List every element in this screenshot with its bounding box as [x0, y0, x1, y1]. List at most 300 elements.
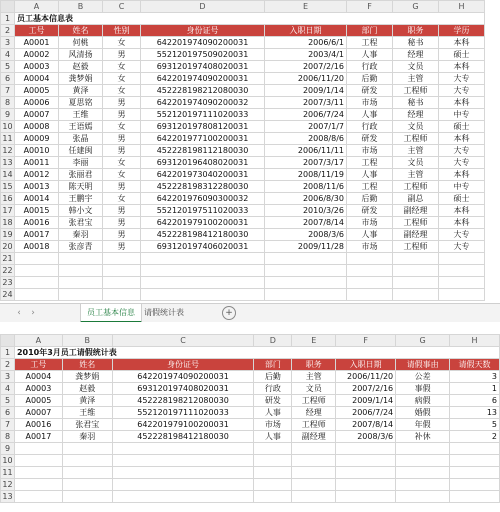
table-cell[interactable]: 452228198312280030: [141, 181, 265, 193]
empty-cell[interactable]: [347, 253, 393, 265]
table-cell[interactable]: 2009/11/28: [265, 241, 347, 253]
row-number[interactable]: 1: [1, 347, 15, 359]
table-cell[interactable]: 693120197408020031: [112, 383, 254, 395]
table-cell[interactable]: 女: [103, 73, 141, 85]
table-cell[interactable]: 工程师: [393, 133, 439, 145]
row-number[interactable]: 8: [1, 431, 15, 443]
table-cell[interactable]: 693120197408020031: [141, 61, 265, 73]
table-cell[interactable]: 女: [103, 85, 141, 97]
table-cell[interactable]: 龚梦娟: [59, 73, 103, 85]
table-cell[interactable]: 龚梦娟: [62, 371, 112, 383]
table-cell[interactable]: A0015: [15, 205, 59, 217]
row-number[interactable]: 20: [2, 242, 13, 251]
row-number[interactable]: 3: [1, 371, 15, 383]
table-cell[interactable]: 552120197111020033: [112, 407, 254, 419]
table-cell[interactable]: 文员: [393, 157, 439, 169]
table-cell[interactable]: 大专: [439, 157, 485, 169]
table-cell[interactable]: 2006/11/11: [265, 145, 347, 157]
table-cell[interactable]: 2007/1/7: [265, 121, 347, 133]
table-cell[interactable]: 经理: [393, 49, 439, 61]
empty-cell[interactable]: [15, 253, 59, 265]
table-header-cell[interactable]: 姓名: [59, 25, 103, 37]
table-cell[interactable]: 642201976090300032: [141, 193, 265, 205]
table-cell[interactable]: 秘书: [393, 37, 439, 49]
table-cell[interactable]: 2008/11/6: [265, 181, 347, 193]
empty-cell[interactable]: [254, 455, 292, 467]
table-cell[interactable]: A0016: [15, 217, 59, 229]
empty-cell[interactable]: [14, 455, 62, 467]
row-number[interactable]: 18: [2, 218, 13, 227]
table-cell[interactable]: 2010/3/26: [265, 205, 347, 217]
table-cell[interactable]: 文员: [393, 61, 439, 73]
sheet-title[interactable]: 2010年3月员工请假统计表: [14, 347, 499, 359]
table-cell[interactable]: 2006/11/20: [265, 73, 347, 85]
table-cell[interactable]: 文员: [292, 383, 336, 395]
table-cell[interactable]: 经理: [292, 407, 336, 419]
table-header-cell[interactable]: 部门: [347, 25, 393, 37]
row-number[interactable]: 7: [1, 419, 15, 431]
row-number[interactable]: 16: [2, 194, 13, 203]
table-cell[interactable]: 642201974090200031: [112, 371, 254, 383]
table-cell[interactable]: 男: [103, 217, 141, 229]
column-header[interactable]: B: [62, 335, 112, 347]
row-number[interactable]: 14: [2, 170, 13, 179]
table-cell[interactable]: A0004: [15, 73, 59, 85]
table-cell[interactable]: 452228198112180030: [141, 145, 265, 157]
row-number[interactable]: 7: [1, 85, 15, 97]
table-cell[interactable]: 2006/7/24: [265, 109, 347, 121]
table-cell[interactable]: 女: [103, 61, 141, 73]
empty-cell[interactable]: [62, 491, 112, 503]
empty-cell[interactable]: [336, 455, 396, 467]
table-cell[interactable]: A0014: [15, 193, 59, 205]
table-cell[interactable]: 女: [103, 157, 141, 169]
table-cell[interactable]: 风清扬: [59, 49, 103, 61]
row-number[interactable]: 9: [1, 443, 15, 455]
empty-cell[interactable]: [336, 443, 396, 455]
table-header-cell[interactable]: 工号: [14, 359, 62, 371]
table-cell[interactable]: A0017: [15, 229, 59, 241]
select-all-corner[interactable]: [1, 1, 15, 13]
table-cell[interactable]: A0004: [14, 371, 62, 383]
table-cell[interactable]: 中专: [439, 181, 485, 193]
table-cell[interactable]: 秦羽: [59, 229, 103, 241]
table-header-cell[interactable]: 入职日期: [265, 25, 347, 37]
empty-cell[interactable]: [393, 289, 439, 301]
table-header-cell[interactable]: 性别: [103, 25, 141, 37]
table-cell[interactable]: 王维: [62, 407, 112, 419]
table-cell[interactable]: 女: [103, 169, 141, 181]
row-number[interactable]: 13: [2, 158, 13, 167]
table-cell[interactable]: 2009/1/14: [336, 395, 396, 407]
empty-cell[interactable]: [450, 491, 500, 503]
empty-cell[interactable]: [265, 253, 347, 265]
column-header[interactable]: C: [112, 335, 254, 347]
table-cell[interactable]: 研发: [347, 133, 393, 145]
row-number[interactable]: 10: [2, 122, 13, 131]
table-cell[interactable]: 本科: [439, 169, 485, 181]
leave-stats-sheet[interactable]: [0, 334, 500, 512]
empty-cell[interactable]: [15, 265, 59, 277]
table-cell[interactable]: 大专: [439, 241, 485, 253]
column-header[interactable]: A: [14, 335, 62, 347]
table-cell[interactable]: 补休: [396, 431, 450, 443]
empty-cell[interactable]: [450, 479, 500, 491]
table-cell[interactable]: 副总: [393, 193, 439, 205]
table-cell[interactable]: A0010: [15, 145, 59, 157]
empty-cell[interactable]: [14, 467, 62, 479]
row-number[interactable]: 6: [1, 407, 15, 419]
table-cell[interactable]: A0007: [14, 407, 62, 419]
empty-cell[interactable]: [254, 467, 292, 479]
table-cell[interactable]: 市场: [347, 97, 393, 109]
row-number[interactable]: 24: [2, 290, 13, 299]
empty-cell[interactable]: [112, 491, 254, 503]
table-cell[interactable]: 13: [450, 407, 500, 419]
row-number[interactable]: 3: [1, 37, 15, 49]
row-number[interactable]: 9: [1, 109, 15, 121]
empty-cell[interactable]: [265, 289, 347, 301]
empty-cell[interactable]: [103, 253, 141, 265]
table-cell[interactable]: 韩小文: [59, 205, 103, 217]
table-cell[interactable]: 男: [103, 49, 141, 61]
table-cell[interactable]: A0017: [14, 431, 62, 443]
empty-cell[interactable]: [59, 289, 103, 301]
column-header[interactable]: E: [265, 1, 347, 13]
table-cell[interactable]: 2007/8/14: [265, 217, 347, 229]
table-cell[interactable]: 452228198412180030: [141, 229, 265, 241]
table-cell[interactable]: 经理: [393, 109, 439, 121]
empty-cell[interactable]: [439, 289, 485, 301]
table-cell[interactable]: 2008/11/19: [265, 169, 347, 181]
table-cell[interactable]: 女: [103, 193, 141, 205]
table-cell[interactable]: 张君宝: [59, 217, 103, 229]
empty-cell[interactable]: [439, 253, 485, 265]
table-header-cell[interactable]: 部门: [254, 359, 292, 371]
empty-cell[interactable]: [292, 491, 336, 503]
table-cell[interactable]: 病假: [396, 395, 450, 407]
table-cell[interactable]: 人事: [347, 109, 393, 121]
empty-cell[interactable]: [59, 265, 103, 277]
table-cell[interactable]: 副经理: [393, 205, 439, 217]
table-cell[interactable]: 693120197406020031: [141, 241, 265, 253]
empty-cell[interactable]: [439, 265, 485, 277]
empty-cell[interactable]: [393, 265, 439, 277]
table-cell[interactable]: 男: [103, 133, 141, 145]
table-cell[interactable]: 行政: [254, 383, 292, 395]
table-cell[interactable]: 后勤: [347, 73, 393, 85]
table-cell[interactable]: 主管: [393, 145, 439, 157]
table-cell[interactable]: 主管: [393, 169, 439, 181]
table-cell[interactable]: 秦羽: [62, 431, 112, 443]
table-cell[interactable]: 本科: [439, 97, 485, 109]
row-number[interactable]: 15: [2, 182, 13, 191]
table-cell[interactable]: 市场: [347, 217, 393, 229]
empty-cell[interactable]: [141, 289, 265, 301]
table-cell[interactable]: 工程师: [292, 419, 336, 431]
table-header-cell[interactable]: 学历: [439, 25, 485, 37]
table-header-cell[interactable]: 姓名: [62, 359, 112, 371]
empty-cell[interactable]: [14, 479, 62, 491]
table-cell[interactable]: 行政: [347, 121, 393, 133]
table-cell[interactable]: A0002: [15, 49, 59, 61]
row-number[interactable]: 12: [2, 480, 13, 489]
tab-next-arrow-icon[interactable]: ›: [31, 308, 35, 318]
column-header[interactable]: E: [292, 335, 336, 347]
empty-cell[interactable]: [59, 253, 103, 265]
table-cell[interactable]: 552120197509020031: [141, 49, 265, 61]
table-cell[interactable]: 6: [450, 395, 500, 407]
table-cell[interactable]: 2009/1/14: [265, 85, 347, 97]
table-cell[interactable]: 642201974090200031: [141, 73, 265, 85]
table-cell[interactable]: 张彦青: [59, 241, 103, 253]
empty-cell[interactable]: [62, 443, 112, 455]
table-cell[interactable]: 张君宝: [62, 419, 112, 431]
empty-cell[interactable]: [292, 443, 336, 455]
table-cell[interactable]: 2006/8/30: [265, 193, 347, 205]
column-header[interactable]: A: [15, 1, 59, 13]
empty-cell[interactable]: [292, 467, 336, 479]
table-cell[interactable]: A0011: [15, 157, 59, 169]
empty-cell[interactable]: [103, 289, 141, 301]
table-cell[interactable]: 男: [103, 145, 141, 157]
row-number[interactable]: 2: [1, 359, 15, 371]
column-header[interactable]: G: [396, 335, 450, 347]
column-header[interactable]: C: [103, 1, 141, 13]
table-cell[interactable]: 夏思铭: [59, 97, 103, 109]
table-cell[interactable]: 工程师: [393, 241, 439, 253]
empty-cell[interactable]: [393, 253, 439, 265]
empty-cell[interactable]: [347, 277, 393, 289]
table-cell[interactable]: 642201979100200031: [112, 419, 254, 431]
table-cell[interactable]: 工程师: [393, 217, 439, 229]
table-cell[interactable]: 本科: [439, 205, 485, 217]
empty-cell[interactable]: [14, 443, 62, 455]
table-cell[interactable]: 女: [103, 37, 141, 49]
table-cell[interactable]: A0005: [14, 395, 62, 407]
empty-cell[interactable]: [396, 491, 450, 503]
table-cell[interactable]: 工程师: [292, 395, 336, 407]
column-header[interactable]: F: [336, 335, 396, 347]
table-cell[interactable]: A0001: [15, 37, 59, 49]
table-cell[interactable]: 男: [103, 229, 141, 241]
table-cell[interactable]: 人事: [347, 169, 393, 181]
table-cell[interactable]: 642201974090200032: [141, 97, 265, 109]
row-number[interactable]: 11: [2, 134, 13, 143]
empty-cell[interactable]: [254, 491, 292, 503]
table-header-cell[interactable]: 入职日期: [336, 359, 396, 371]
table-cell[interactable]: 人事: [347, 49, 393, 61]
table-cell[interactable]: 本科: [439, 61, 485, 73]
table-cell[interactable]: 大专: [439, 85, 485, 97]
table-cell[interactable]: 赵毅: [62, 383, 112, 395]
table-cell[interactable]: 黄泽: [59, 85, 103, 97]
empty-cell[interactable]: [450, 455, 500, 467]
empty-cell[interactable]: [396, 443, 450, 455]
table-cell[interactable]: 642201973040200031: [141, 169, 265, 181]
row-number[interactable]: 11: [2, 468, 13, 477]
table-cell[interactable]: 硕士: [439, 193, 485, 205]
table-cell[interactable]: 2007/8/14: [336, 419, 396, 431]
table-cell[interactable]: 张丽君: [59, 169, 103, 181]
table-cell[interactable]: 大专: [439, 145, 485, 157]
table-cell[interactable]: 市场: [347, 241, 393, 253]
empty-cell[interactable]: [292, 479, 336, 491]
row-number[interactable]: 17: [2, 206, 13, 215]
table-cell[interactable]: 本科: [439, 37, 485, 49]
tab-prev-arrow-icon[interactable]: ‹: [17, 308, 21, 318]
empty-cell[interactable]: [254, 443, 292, 455]
table-cell[interactable]: 工程师: [393, 181, 439, 193]
table-cell[interactable]: 男: [103, 97, 141, 109]
row-number[interactable]: 10: [2, 456, 13, 465]
empty-cell[interactable]: [265, 265, 347, 277]
table-cell[interactable]: A0018: [15, 241, 59, 253]
empty-cell[interactable]: [396, 479, 450, 491]
table-cell[interactable]: A0007: [15, 109, 59, 121]
empty-cell[interactable]: [62, 479, 112, 491]
table-header-cell[interactable]: 工号: [15, 25, 59, 37]
empty-cell[interactable]: [336, 479, 396, 491]
table-cell[interactable]: 王维: [59, 109, 103, 121]
table-cell[interactable]: 婚假: [396, 407, 450, 419]
empty-cell[interactable]: [112, 467, 254, 479]
row-number[interactable]: 19: [2, 230, 13, 239]
table-cell[interactable]: 李丽: [59, 157, 103, 169]
table-cell[interactable]: 任建闽: [59, 145, 103, 157]
table-cell[interactable]: 人事: [347, 229, 393, 241]
table-cell[interactable]: 公差: [396, 371, 450, 383]
empty-cell[interactable]: [439, 277, 485, 289]
table-cell[interactable]: 642201977100200031: [141, 133, 265, 145]
table-cell[interactable]: 2008/3/6: [336, 431, 396, 443]
table-cell[interactable]: 2007/2/16: [265, 61, 347, 73]
table-cell[interactable]: 陈天明: [59, 181, 103, 193]
table-cell[interactable]: 男: [103, 241, 141, 253]
add-sheet-icon[interactable]: +: [222, 306, 236, 320]
row-number[interactable]: 8: [1, 97, 15, 109]
empty-cell[interactable]: [347, 265, 393, 277]
table-cell[interactable]: 552120197511020033: [141, 205, 265, 217]
empty-cell[interactable]: [141, 277, 265, 289]
empty-cell[interactable]: [396, 467, 450, 479]
table-cell[interactable]: 行政: [347, 61, 393, 73]
row-number[interactable]: 2: [1, 25, 15, 37]
empty-cell[interactable]: [141, 253, 265, 265]
table-cell[interactable]: 2008/8/6: [265, 133, 347, 145]
table-cell[interactable]: 642201974090200031: [141, 37, 265, 49]
table-cell[interactable]: A0008: [15, 121, 59, 133]
table-cell[interactable]: 2003/4/1: [265, 49, 347, 61]
empty-cell[interactable]: [15, 289, 59, 301]
table-cell[interactable]: 事假: [396, 383, 450, 395]
table-cell[interactable]: 693120196408020031: [141, 157, 265, 169]
empty-cell[interactable]: [103, 265, 141, 277]
table-cell[interactable]: 2006/7/24: [336, 407, 396, 419]
table-cell[interactable]: 年假: [396, 419, 450, 431]
table-cell[interactable]: 男: [103, 109, 141, 121]
column-header[interactable]: H: [439, 1, 485, 13]
table-cell[interactable]: 研发: [254, 395, 292, 407]
table-cell[interactable]: A0016: [14, 419, 62, 431]
table-cell[interactable]: 秘书: [393, 97, 439, 109]
table-cell[interactable]: 何桃: [59, 37, 103, 49]
empty-cell[interactable]: [292, 455, 336, 467]
column-header[interactable]: B: [59, 1, 103, 13]
table-cell[interactable]: 552120197111020033: [141, 109, 265, 121]
select-all-corner[interactable]: [1, 335, 15, 347]
table-cell[interactable]: A0003: [14, 383, 62, 395]
table-cell[interactable]: 副经理: [393, 229, 439, 241]
table-cell[interactable]: 黄泽: [62, 395, 112, 407]
table-cell[interactable]: A0006: [15, 97, 59, 109]
empty-cell[interactable]: [347, 289, 393, 301]
empty-cell[interactable]: [62, 467, 112, 479]
empty-cell[interactable]: [14, 491, 62, 503]
table-cell[interactable]: 642201979100200031: [141, 217, 265, 229]
tab-leave-stats[interactable]: 请假统计表: [144, 308, 184, 317]
row-number[interactable]: 12: [2, 146, 13, 155]
table-cell[interactable]: 452228198412180030: [112, 431, 254, 443]
row-number[interactable]: 5: [1, 395, 15, 407]
table-cell[interactable]: 工程: [347, 181, 393, 193]
table-cell[interactable]: 2007/3/17: [265, 157, 347, 169]
table-cell[interactable]: 副经理: [292, 431, 336, 443]
table-cell[interactable]: A0005: [15, 85, 59, 97]
table-cell[interactable]: 452228198212080030: [112, 395, 254, 407]
sheet-title[interactable]: 员工基本信息表: [15, 13, 485, 25]
table-cell[interactable]: 大专: [439, 229, 485, 241]
table-header-cell[interactable]: 身份证号: [112, 359, 254, 371]
empty-cell[interactable]: [141, 265, 265, 277]
row-number[interactable]: 6: [1, 73, 15, 85]
table-cell[interactable]: A0009: [15, 133, 59, 145]
table-cell[interactable]: 中专: [439, 109, 485, 121]
table-cell[interactable]: 文员: [393, 121, 439, 133]
table-cell[interactable]: 693120197808120031: [141, 121, 265, 133]
table-cell[interactable]: 硕士: [439, 121, 485, 133]
table-cell[interactable]: 2006/6/1: [265, 37, 347, 49]
table-cell[interactable]: 大专: [439, 73, 485, 85]
empty-cell[interactable]: [103, 277, 141, 289]
table-cell[interactable]: 张晶: [59, 133, 103, 145]
table-cell[interactable]: 工程师: [393, 85, 439, 97]
table-cell[interactable]: 3: [450, 371, 500, 383]
empty-cell[interactable]: [112, 443, 254, 455]
table-cell[interactable]: 2007/3/11: [265, 97, 347, 109]
column-header[interactable]: H: [450, 335, 500, 347]
row-number[interactable]: 5: [1, 61, 15, 73]
table-cell[interactable]: 2007/2/16: [336, 383, 396, 395]
table-header-cell[interactable]: 请假事由: [396, 359, 450, 371]
table-header-cell[interactable]: 职务: [393, 25, 439, 37]
table-cell[interactable]: 本科: [439, 217, 485, 229]
table-cell[interactable]: 王鹏宇: [59, 193, 103, 205]
empty-cell[interactable]: [15, 277, 59, 289]
empty-cell[interactable]: [265, 277, 347, 289]
table-cell[interactable]: 女: [103, 121, 141, 133]
table-cell[interactable]: 5: [450, 419, 500, 431]
column-header[interactable]: G: [393, 1, 439, 13]
table-cell[interactable]: 工程: [347, 157, 393, 169]
empty-cell[interactable]: [59, 277, 103, 289]
column-header[interactable]: F: [347, 1, 393, 13]
empty-cell[interactable]: [62, 455, 112, 467]
empty-cell[interactable]: [393, 277, 439, 289]
table-cell[interactable]: 后勤: [347, 193, 393, 205]
table-cell[interactable]: 452228198212080030: [141, 85, 265, 97]
table-header-cell[interactable]: 身份证号: [141, 25, 265, 37]
